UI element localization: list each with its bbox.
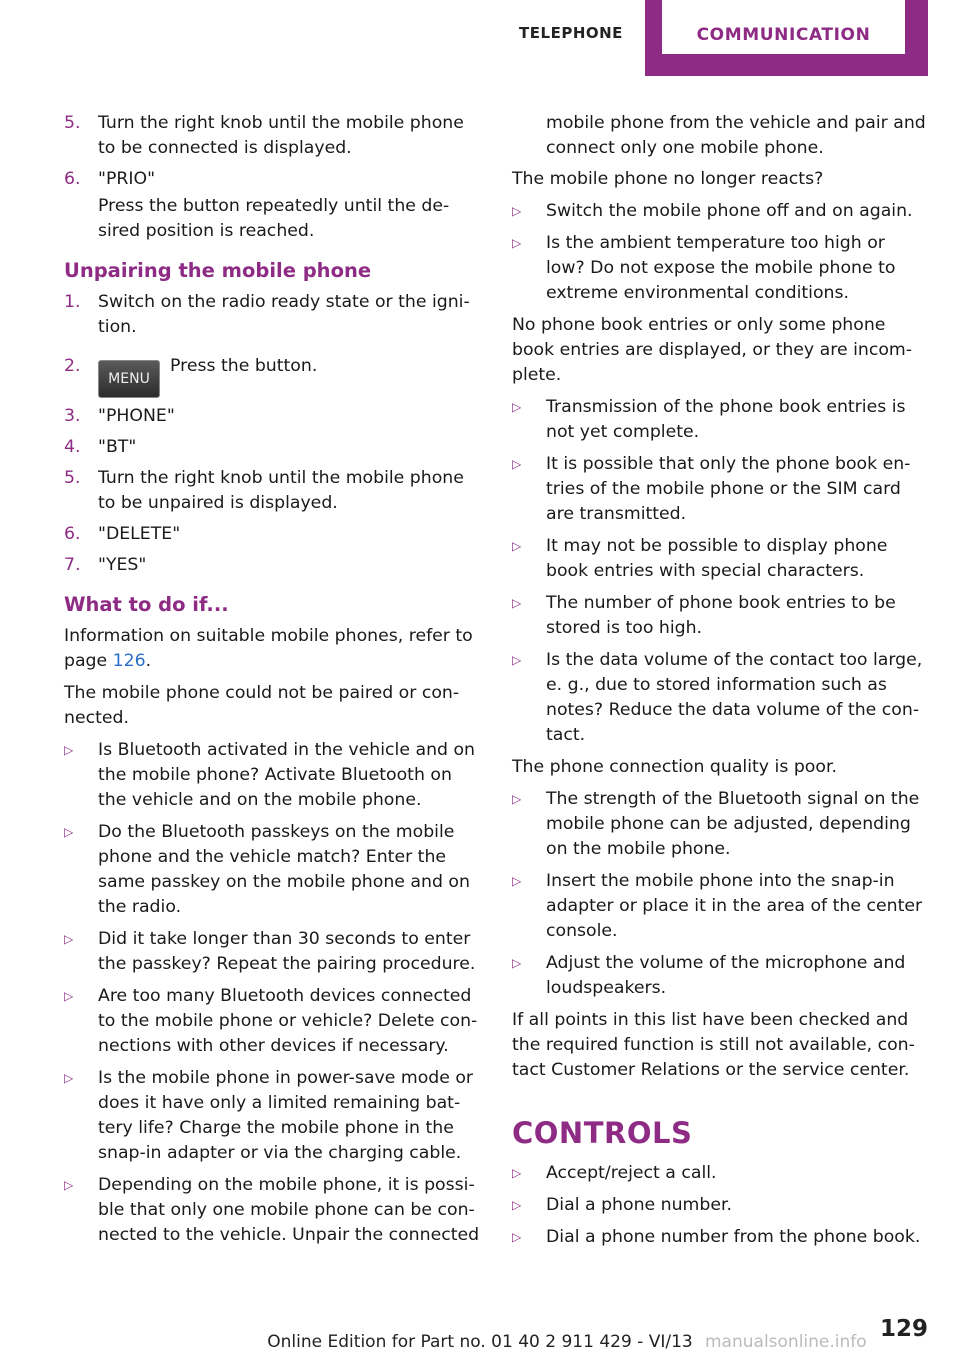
triangle-bullet-icon: ▷ <box>64 989 74 1003</box>
list-item: ▷ Is the mobile phone in power-save mode or does it have only a limited remaining bat‐tery life? Charge the mobile phone in the snap-in adapter or via the charging cable. <box>64 1066 482 1166</box>
triangle-bullet-icon: ▷ <box>512 400 522 414</box>
step-list <box>64 111 482 192</box>
list-item: 7. "YES" <box>64 555 147 575</box>
list-item: ▷ Adjust the volume of the microphone and loudspeakers. <box>512 951 926 1001</box>
controls-heading: CONTROLS <box>512 1116 693 1150</box>
list-item: ▷ Dial a phone number from the phone book. <box>512 1225 926 1250</box>
noreact-paragraph: The mobile phone no longer reacts? <box>512 169 824 189</box>
list-item: 4. "BT" <box>64 437 137 457</box>
triangle-bullet-icon: ▷ <box>512 204 522 218</box>
left-column <box>64 111 482 1255</box>
list-item: ▷ The strength of the Bluetooth signal on the mobile phone can be adjusted, depending on the mobile phone. <box>512 787 926 862</box>
list-item: ▷ Is the data volume of the contact too large, e. g., due to stored information such as notes? Reduce the data volume of the con‐tact. <box>512 648 926 748</box>
prio-note: Press the button repeatedly until the de‐sired position is reached. <box>98 196 450 241</box>
list-item: ▷ Accept/reject a call. <box>512 1161 926 1186</box>
triangle-bullet-icon: ▷ <box>512 596 522 610</box>
list-item: ▷ Transmission of the phone book entries is not yet complete. <box>512 395 926 445</box>
bullet-list <box>512 395 926 748</box>
list-item: ▷ Is Bluetooth activated in the vehicle and on the mobile phone? Activate Bluetooth on the vehicle and on the mobile phone. <box>64 738 482 813</box>
bullet-list <box>64 738 482 1248</box>
list-item: ▷ Dial a phone number. <box>512 1193 926 1218</box>
triangle-bullet-icon: ▷ <box>512 1166 522 1180</box>
menu-button[interactable]: MENU <box>98 360 160 398</box>
list-item: 5. Turn the right knob until the mobile phone to be unpaired is displayed. <box>64 468 464 513</box>
continued-text: mobile phone from the vehicle and pair and connect only one mobile phone. <box>546 113 926 158</box>
ifall-paragraph: If all points in this list have been checked and the required function is still not available, con‐tact Customer Relations or the service center. <box>512 1010 915 1080</box>
list-item: ▷ Depending on the mobile phone, it is possi‐ble that only one mobile phone can be con‐nected to the vehicle. Unpair the connected <box>64 1173 482 1248</box>
triangle-bullet-icon: ▷ <box>512 792 522 806</box>
list-item: 1. Switch on the radio ready state or the igni‐tion. <box>64 292 470 337</box>
triangle-bullet-icon: ▷ <box>512 956 522 970</box>
list-item: ▷ Are too many Bluetooth devices connected to the mobile phone or vehicle? Delete con‐nections with other devices if necessary. <box>64 984 482 1059</box>
triangle-bullet-icon: ▷ <box>64 1071 74 1085</box>
step-list <box>64 404 482 578</box>
notpaired-paragraph: The mobile phone could not be paired or con‐nected. <box>64 683 460 728</box>
chapter-tab[interactable]: COMMUNICATION <box>662 0 905 54</box>
watermark: manualsonline.info <box>705 1332 867 1352</box>
bullet-list <box>512 1161 926 1250</box>
whatif-heading: What to do if... <box>64 593 229 616</box>
list-item: 6. "DELETE" <box>64 524 181 544</box>
list-item: ▷ Switch the mobile phone off and on again. <box>512 199 926 224</box>
list-item: ▷ Insert the mobile phone into the snap-in adapter or place it in the area of the center console. <box>512 869 926 944</box>
triangle-bullet-icon: ▷ <box>64 932 74 946</box>
triangle-bullet-icon: ▷ <box>512 236 522 250</box>
triangle-bullet-icon: ▷ <box>512 1230 522 1244</box>
footer: Online Edition for Part no. 01 40 2 911 429 - VI/13 <box>267 1332 693 1352</box>
list-item: 5. Turn the right knob until the mobile phone to be connected is displayed. <box>64 113 464 158</box>
triangle-bullet-icon: ▷ <box>512 1198 522 1212</box>
list-item: ▷ Did it take longer than 30 seconds to enter the passkey? Repeat the pairing procedure. <box>64 927 482 977</box>
unpair-heading: Unpairing the mobile phone <box>64 259 372 282</box>
page-link[interactable]: 126 <box>112 651 146 671</box>
bullet-list <box>512 199 926 306</box>
section-title: TELEPHONE <box>519 24 623 42</box>
triangle-bullet-icon: ▷ <box>512 539 522 553</box>
triangle-bullet-icon: ▷ <box>64 825 74 839</box>
list-item: ▷ It is possible that only the phone book en‐tries of the mobile phone or the SIM card are transmitted. <box>512 452 926 527</box>
bullet-list <box>512 787 926 1001</box>
list-item: 6. "PRIO" <box>64 169 156 189</box>
triangle-bullet-icon: ▷ <box>512 874 522 888</box>
triangle-bullet-icon: ▷ <box>64 1178 74 1192</box>
list-item: ▷ The number of phone book entries to be stored is too high. <box>512 591 926 641</box>
list-item: ▷ Is the ambient temperature too high or low? Do not expose the mobile phone to extreme environmental conditions. <box>512 231 926 306</box>
phonebook-paragraph: No phone book entries or only some phone book entries are displayed, or they are incom‐plete. <box>512 315 912 385</box>
quality-paragraph: The phone connection quality is poor. <box>512 757 837 777</box>
list-item: 2. MENUPress the button. <box>64 354 482 398</box>
triangle-bullet-icon: ▷ <box>512 653 522 667</box>
info-paragraph: Information on suitable mobile phones, refer to page 126. <box>64 626 473 671</box>
page-number: 129 <box>880 1316 929 1342</box>
list-item: 3. "PHONE" <box>64 406 175 426</box>
right-column <box>512 111 926 1257</box>
triangle-bullet-icon: ▷ <box>512 457 522 471</box>
triangle-bullet-icon: ▷ <box>64 743 74 757</box>
list-item: ▷ Do the Bluetooth passkeys on the mobile phone and the vehicle match? Enter the same passkey on the mobile phone and on the radio. <box>64 820 482 920</box>
list-item: ▷ It may not be possible to display phone book entries with special characters. <box>512 534 926 584</box>
